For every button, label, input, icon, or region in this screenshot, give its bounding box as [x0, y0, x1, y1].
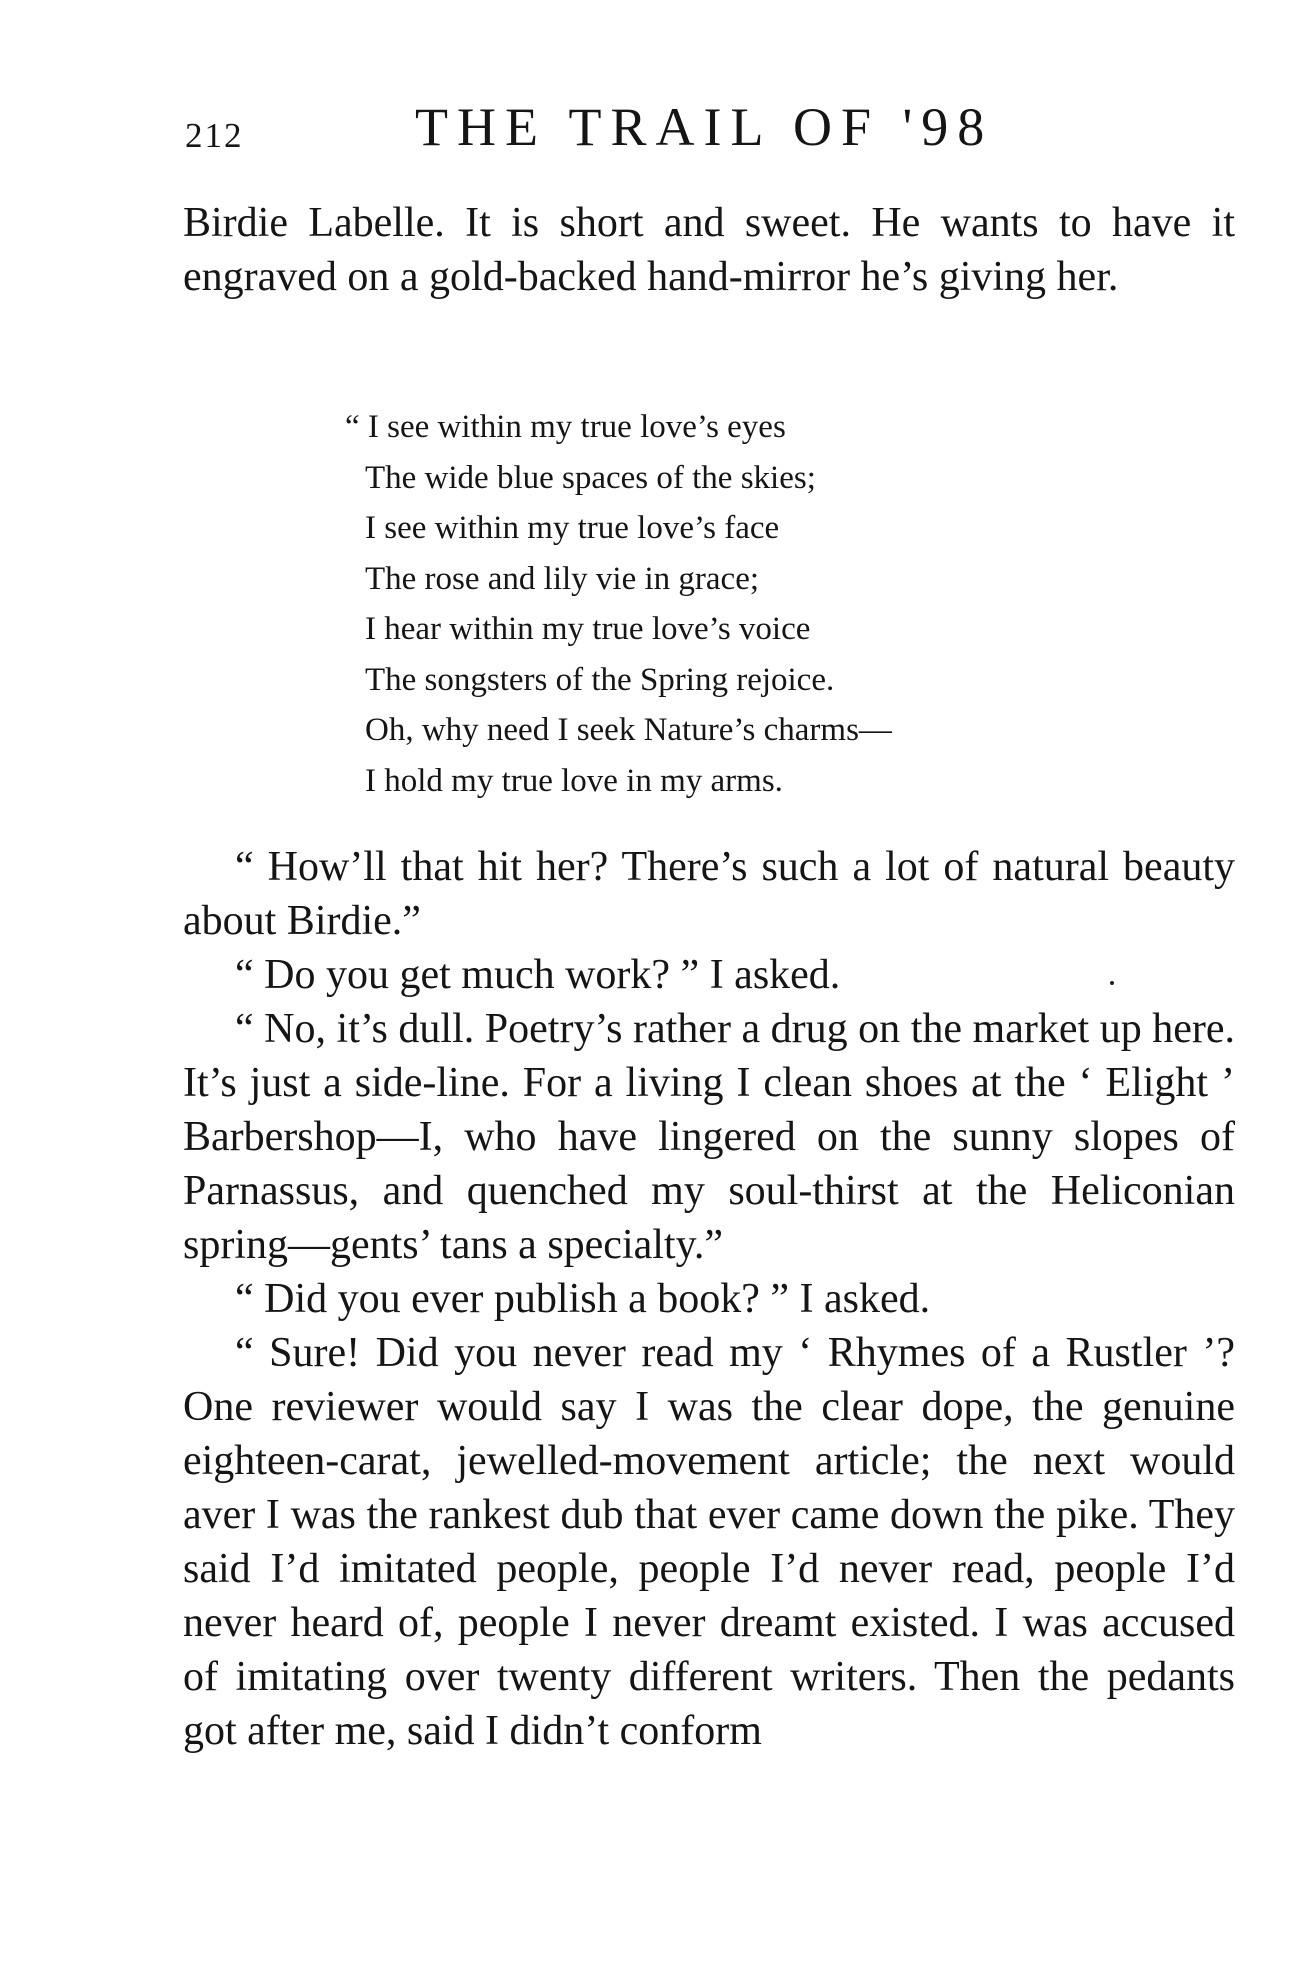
poem-line: The wide blue spaces of the skies; — [365, 459, 816, 496]
poem-line: I hear within my true love’s voice — [365, 611, 811, 647]
running-title: THE TRAIL OF '98 — [415, 97, 994, 157]
dialogue-paragraph: “ No, it’s dull. Poetry’s rather a drug on the market up here. It’s just a side-line. For a living I clean shoes at the ‘ Elight ’ Barbershop—I, who have lingered on the sunny slopes of Parnassus, and quenched my soul-thirst at the Heliconian spring—gents’ tans a specialty.” — [183, 1006, 1235, 1268]
poem-line: The rose and lily vie in grace; — [365, 560, 760, 597]
poem — [345, 402, 1145, 806]
dialogue-paragraph: “ Sure! Did you never read my ‘ Rhymes of a Rustler ’? One reviewer would say I was the clear dope, the genuine eighteen-carat, jewelled-movement article; the next would aver I was the rankest dub that ever came down the pike. They said I’d imitated people, people I’d never read, people I’d never heard of, people I never dreamt existed. I was accused of imitating over twenty different writers. Then the pedants got after me, said I didn’t conform — [183, 1330, 1235, 1754]
poem-line: The songsters of the Spring rejoice. — [365, 661, 835, 698]
poem-line: Oh, why need I seek Nature’s charms— — [365, 712, 892, 748]
ink-speck — [1110, 981, 1114, 985]
dialogue-section — [183, 840, 1235, 1758]
intro-paragraph: Birdie Labelle. It is short and sweet. He wants to have it engraved on a gold-backed hand-mirror he’s giving her. — [183, 200, 1235, 300]
poem-line: I hold my true love in my arms. — [365, 762, 783, 799]
page-header — [185, 96, 1145, 166]
dialogue-paragraph: “ How’ll that hit her? There’s such a lot of natural beauty about Birdie.” — [183, 844, 1235, 944]
dialogue-paragraph: “ Do you get much work? ” I asked. — [235, 952, 841, 998]
poem-line: I see within my true love’s face — [365, 510, 780, 546]
poem-line: “ I see within my true love’s eyes — [345, 409, 786, 445]
page-number: 212 — [185, 116, 244, 155]
dialogue-paragraph: “ Did you ever publish a book? ” I asked. — [235, 1276, 931, 1322]
